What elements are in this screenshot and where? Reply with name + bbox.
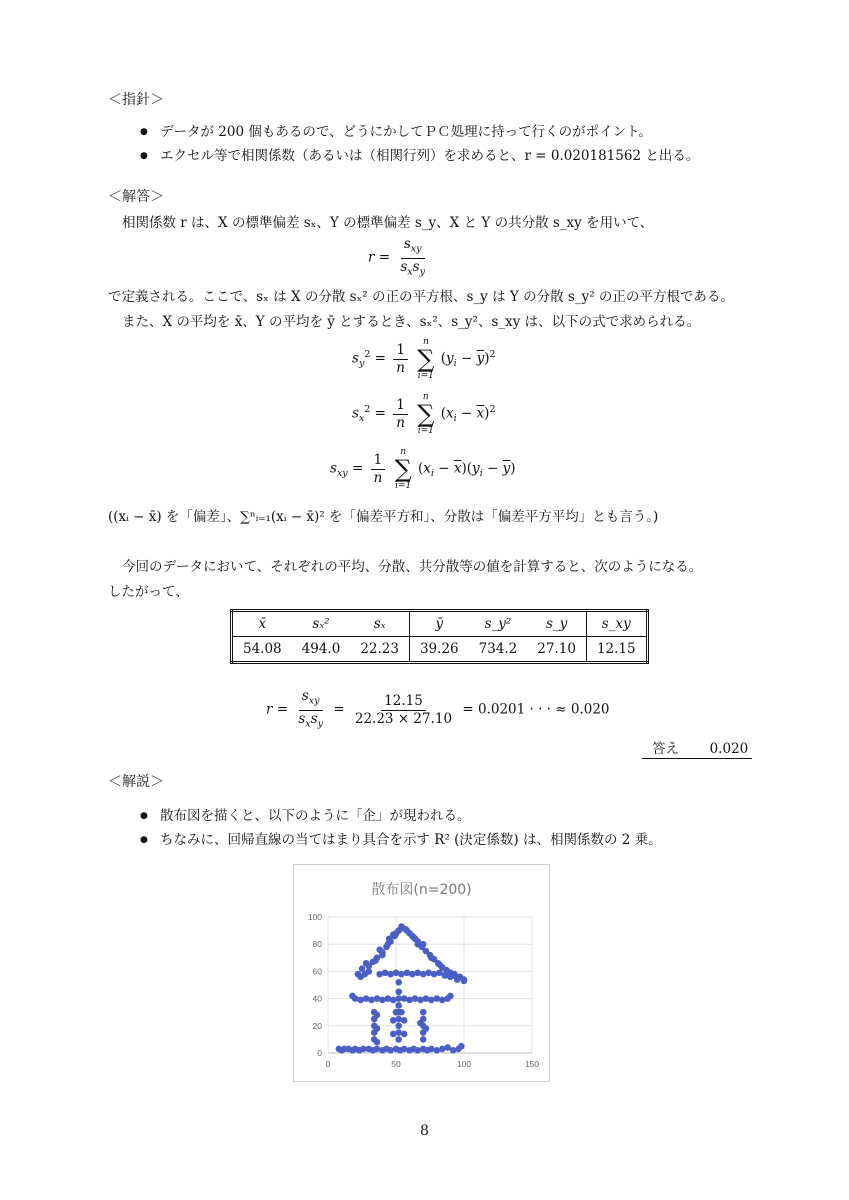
data-point xyxy=(450,972,457,979)
table-header: sₓ² xyxy=(292,611,351,637)
data-point xyxy=(395,1002,402,1009)
paragraph: したがって、 xyxy=(108,584,189,600)
formula-sy2: $s_y^2$ = $\frac{1}{n}$ n ∑ i=1 $(y_i - \overline{y})^2$ xyxy=(352,337,496,381)
table-cell: 494.0 xyxy=(301,641,341,657)
table-cell: 54.08 xyxy=(243,641,282,657)
data-point xyxy=(461,976,468,983)
list-item: ● ちなみに、回帰直線の当てはまり具合を示す R² (決定係数) は、相関係数の 2 乗。 xyxy=(138,828,662,852)
table-header: s_y² xyxy=(469,611,528,637)
data-point xyxy=(359,965,366,972)
paragraph: 相関係数 r は、X の標準偏差 sₓ、Y の標準偏差 s_y、X と Y の共分散 s_xy を用いて、 xyxy=(122,215,654,231)
result-formula: r = $\frac{s_{xy}}{s_xs_y}$ = $\frac{12.15}{22.23 \times 27.10}$ = 0.0201 · · · ≈ 0.020 xyxy=(266,688,610,730)
data-point xyxy=(414,941,421,948)
answer-value: 0.020 xyxy=(709,741,749,757)
data-point xyxy=(401,1017,408,1024)
data-point xyxy=(423,1025,430,1032)
data-point xyxy=(395,1023,402,1030)
paragraph: また、X の平均を x̄、Y の平均を ȳ とするとき、sₓ²、s_y²、s_xy は、以下の式で求められる。 xyxy=(122,314,701,330)
data-point xyxy=(374,1025,381,1032)
answer-label: 答え xyxy=(652,741,679,757)
hint-heading: ＜指針＞ xyxy=(108,92,164,108)
answer-heading: ＜解答＞ xyxy=(108,189,164,205)
chart-plot xyxy=(294,865,549,1081)
table-cell: 39.26 xyxy=(419,641,459,657)
paragraph: 今回のデータにおいて、それぞれの平均、分散、共分散等の値を計算すると、次のようになる。 xyxy=(122,559,703,575)
data-point xyxy=(436,961,443,968)
data-point xyxy=(379,952,386,959)
data-point xyxy=(390,931,397,938)
table-header: ȳ xyxy=(409,611,468,637)
data-point xyxy=(401,1031,408,1038)
table-cell: 12.15 xyxy=(596,641,636,657)
table-cell: 734.2 xyxy=(478,641,518,657)
x-tick-label: 150 xyxy=(524,1059,540,1069)
explain-list xyxy=(138,804,662,852)
y-tick-label: 20 xyxy=(312,1020,322,1031)
formula-r: r = $\frac{s_{xy}}{s_xs_y}$ xyxy=(368,236,425,278)
data-point xyxy=(390,1031,397,1038)
data-point xyxy=(428,955,435,962)
data-point xyxy=(420,1009,427,1016)
data-point xyxy=(374,1012,381,1019)
data-point xyxy=(374,1039,381,1046)
table-header: s_y xyxy=(527,611,586,637)
data-point xyxy=(395,989,402,996)
answer-box xyxy=(642,737,752,759)
table-header: s_xy xyxy=(586,611,647,637)
page-number: 8 xyxy=(420,1123,429,1139)
data-point xyxy=(395,995,402,1002)
table-header: x̄ xyxy=(232,611,292,637)
x-tick-label: 50 xyxy=(391,1059,401,1069)
data-point xyxy=(409,933,416,940)
x-tick-label: 100 xyxy=(456,1059,472,1069)
explain-heading: ＜解説＞ xyxy=(108,774,164,790)
table-row xyxy=(232,611,648,637)
data-point xyxy=(404,927,411,934)
data-point xyxy=(355,971,362,978)
y-tick-label: 60 xyxy=(312,966,322,977)
data-point xyxy=(372,957,379,964)
table-header: sₓ xyxy=(350,611,409,637)
data-point xyxy=(398,923,405,930)
data-point xyxy=(447,993,454,1000)
data-point xyxy=(417,1020,424,1027)
chart-title: 散布図(n=200) xyxy=(371,882,472,898)
table-cell: 22.23 xyxy=(350,637,409,663)
y-tick-label: 0 xyxy=(317,1048,322,1058)
result-numerator: 12.15 xyxy=(381,693,426,711)
formula-sxy: $s_{xy}$ = $\frac{1}{n}$ n ∑ i=1 $(x_i - \overline{x})(y_i - \overline{y})$ xyxy=(330,447,516,491)
data-point xyxy=(444,968,451,975)
list-item: ● エクセル等で相関係数（あるいは（相関行列）を求めると、r = 0.020181562 と出る。 xyxy=(138,144,699,168)
table-cell: 27.10 xyxy=(527,637,586,663)
data-point xyxy=(363,960,370,967)
y-tick-label: 100 xyxy=(307,912,322,922)
paragraph: ((xᵢ − x̄) を「偏差」、∑ⁿᵢ₌₁(xᵢ − x̄)² を「偏差平方和」、分散は「偏差平方平均」とも言う。) xyxy=(108,509,659,525)
data-point xyxy=(395,979,402,986)
result-denominator: 22.23 × 27.10 xyxy=(354,710,453,727)
data-point xyxy=(390,1017,397,1024)
table-row xyxy=(232,637,648,663)
formula-sx2: $s_x^2$ = $\frac{1}{n}$ n ∑ i=1 $(x_i - \overline{x})^2$ xyxy=(352,392,496,436)
hint-list xyxy=(138,120,699,168)
data-point xyxy=(458,1043,465,1050)
x-tick-label: 0 xyxy=(325,1059,331,1069)
data-point xyxy=(395,1036,402,1043)
data-point xyxy=(420,1036,427,1043)
list-item: ● 散布図を描くと、以下のように「企」が現われる。 xyxy=(138,804,662,828)
scatter-chart xyxy=(293,864,550,1082)
y-tick-label: 80 xyxy=(312,939,322,950)
result-value: = 0.0201 · · · ≈ 0.020 xyxy=(462,701,610,718)
stats-table xyxy=(230,609,649,664)
y-tick-label: 40 xyxy=(312,993,322,1004)
list-item: ● データが 200 個もあるので、どうにかしてＰＣ処理に持って行くのがポイント。 xyxy=(138,120,699,144)
data-point xyxy=(398,1009,405,1016)
paragraph: で定義される。ここで、sₓ は X の分散 sₓ² の正の平方根、s_y は Y の分散 s_y² の正の平方根である。 xyxy=(108,289,734,305)
